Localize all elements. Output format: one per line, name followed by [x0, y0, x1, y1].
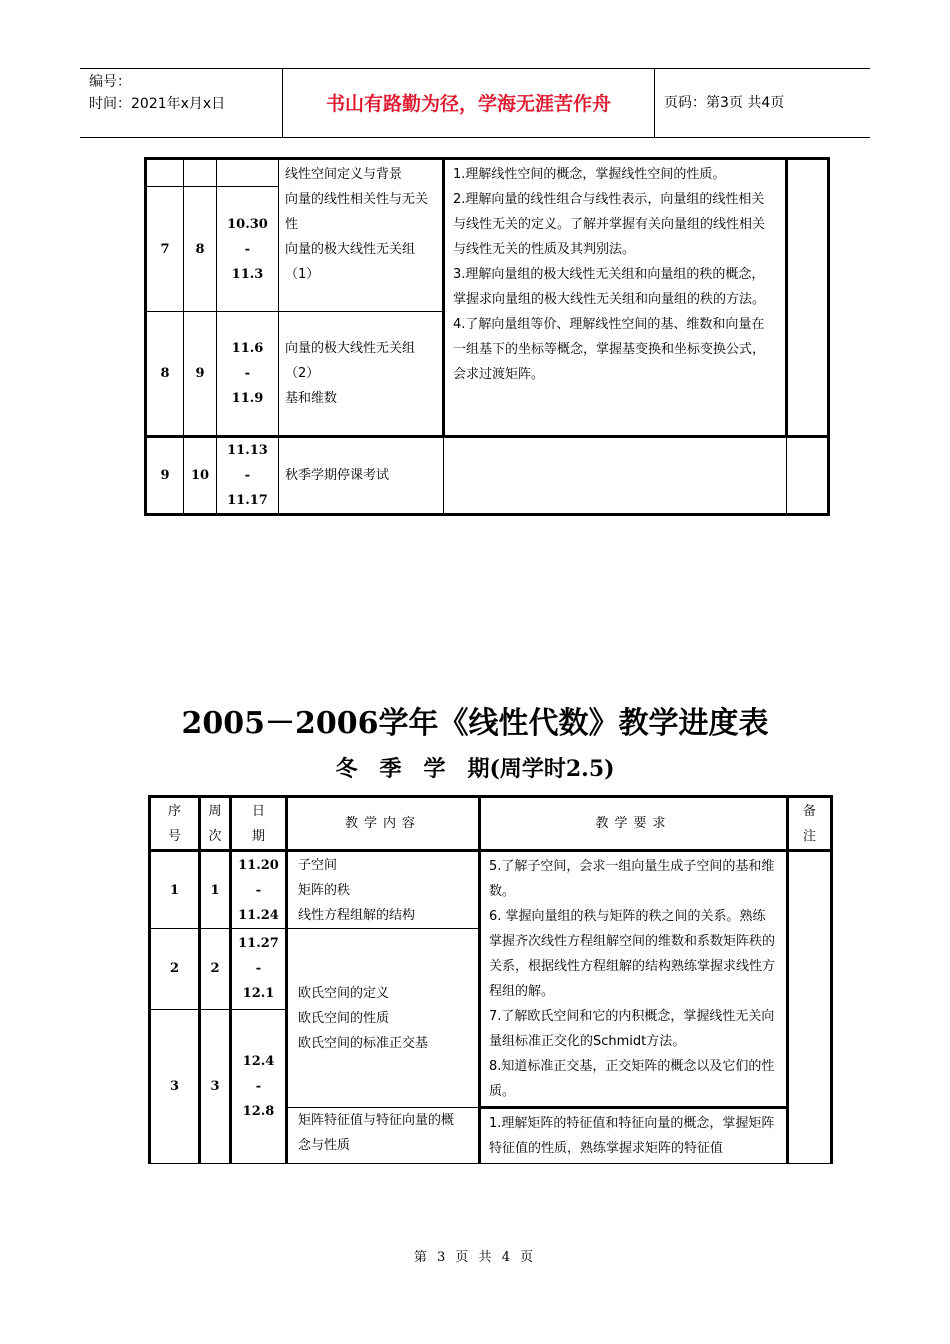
content-line: 欧氏空间的性质 [298, 1010, 390, 1026]
note-cell [788, 851, 832, 1164]
row-number: 2 [150, 929, 200, 1010]
content-line: 念与性质 [298, 1138, 351, 1153]
row-number: 7 [146, 187, 184, 312]
content-line: 向量的线性相关性与无关性 [285, 192, 429, 232]
table-row [150, 851, 832, 929]
page-subtitle: 冬 季 学 期(周学时2.5) [335, 756, 615, 782]
header-text: 周 [208, 803, 222, 819]
page-footer: 第 3 页 共 4 页 [413, 1250, 537, 1265]
row-number: 3 [150, 1009, 200, 1164]
row-number: 9 [146, 437, 184, 515]
page-header [80, 68, 870, 138]
date-end: 11.17 [227, 493, 268, 508]
content-line: 线性方程组解的结构 [298, 907, 416, 923]
date-start: 11.20 [238, 857, 279, 873]
content-line: 子空间 [298, 857, 338, 873]
row-week: 2 [200, 929, 231, 1010]
row-week: 3 [200, 1009, 231, 1164]
note-cell [787, 437, 829, 515]
content-line: 欧氏空间的标准正交基 [298, 1035, 429, 1051]
date-end: 11.24 [238, 907, 279, 923]
row-date [231, 1009, 287, 1164]
row-date [217, 437, 279, 515]
requirement-item: 7.了解欧氏空间和它的内积概念，掌握线性无关向量组标准正交化的Schmidt方法。 [489, 1009, 775, 1049]
content-line: 基和维数 [285, 391, 338, 406]
document-number-label: 编号： [89, 74, 131, 90]
content-line: 欧氏空间的定义 [298, 985, 390, 1001]
header-note [788, 797, 832, 851]
header-row [150, 797, 832, 851]
row-week: 8 [184, 187, 217, 312]
date-start: 10.30 [227, 216, 268, 232]
table-row [146, 159, 829, 187]
requirement-item: 1.理解矩阵的特征值和特征向量的概念，掌握矩阵特征值的性质，熟练掌握求矩阵的特征值 [489, 1116, 775, 1156]
date-start: 11.27 [238, 936, 279, 952]
header-date [231, 797, 287, 851]
requirement-item: 8.知道标准正交基，正交矩阵的概念以及它们的性质。 [489, 1059, 775, 1099]
header-text: 次 [208, 828, 222, 844]
header-text: 序 [167, 803, 181, 819]
row-number [146, 159, 184, 187]
header-number [150, 797, 200, 851]
table-row [146, 437, 829, 515]
row-content [287, 1108, 480, 1164]
document-date-label: 时间：2021年x月x日 [89, 96, 226, 112]
header-week [200, 797, 231, 851]
header-page-label: 页码：第3页 共4页 [664, 95, 785, 111]
content-line: 矩阵的秩 [298, 882, 351, 898]
date-sep: - [255, 882, 262, 898]
content-line: 线性空间定义与背景 [285, 167, 403, 182]
date-start: 11.13 [227, 443, 268, 458]
row-content [279, 159, 444, 312]
header-text: 号 [167, 828, 181, 844]
schedule-table-winter [148, 795, 833, 1164]
date-end: 11.9 [231, 391, 264, 406]
requirements-cell [444, 437, 787, 515]
header-requirement: 教学要求 [480, 797, 788, 851]
requirement-item: 4.了解向量组等价、理解线性空间的基、维数和向量在一组基下的坐标等概念，掌握基变换和坐标变换公式，会求过渡矩阵。 [453, 317, 766, 382]
page-title: 2005－2006学年《线性代数》教学进度表 [181, 706, 769, 741]
requirements-cell [444, 159, 787, 437]
row-date [217, 312, 279, 437]
row-date [217, 159, 279, 187]
requirement-item: 3.理解向量组的极大线性无关组和向量组的秩的概念，掌握求向量组的极大线性无关组和向量组的秩的方法。 [453, 267, 766, 307]
date-sep: - [255, 961, 262, 977]
row-content: 秋季学期停课考试 [279, 437, 444, 515]
row-week: 1 [200, 851, 231, 929]
date-end: 12.8 [242, 1103, 275, 1119]
date-sep: - [244, 241, 251, 257]
requirement-item: 1.理解线性空间的概念，掌握线性空间的性质。 [453, 167, 726, 182]
header-text: 注 [802, 828, 816, 844]
requirement-item: 2.理解向量的线性组合与线性表示，向量组的线性相关与线性无关的定义。了解并掌握有关向量组的线性相关与线性无关的性质及其判别法。 [453, 192, 766, 257]
row-content [279, 312, 444, 437]
schedule-table-autumn [144, 157, 830, 516]
row-date [231, 851, 287, 929]
requirement-item: 6. 掌握向量组的秩与矩阵的秩之间的关系。熟练掌握齐次线性方程组解空间的维数和系数矩阵秩的关系，根据线性方程组解的结构熟练掌握求线性方程组的解。 [489, 909, 776, 999]
date-start: 12.4 [242, 1053, 275, 1069]
row-content [287, 851, 480, 929]
requirement-item: 5.了解子空间，会求一组向量生成子空间的基和维数。 [489, 859, 775, 899]
date-end: 12.1 [242, 986, 275, 1002]
content-line: 向量的极大线性无关组（1） [285, 242, 416, 282]
row-number: 8 [146, 312, 184, 437]
header-content: 教学内容 [287, 797, 480, 851]
row-week: 10 [184, 437, 217, 515]
row-week [184, 159, 217, 187]
row-week: 9 [184, 312, 217, 437]
header-text: 期 [251, 828, 265, 844]
row-number: 1 [150, 851, 200, 929]
requirements-cell [480, 1108, 788, 1164]
content-line: 向量的极大线性无关组（2） [285, 341, 416, 381]
header-meta [80, 69, 282, 137]
date-sep: - [244, 366, 251, 381]
date-end: 11.3 [231, 266, 264, 282]
requirements-cell [480, 851, 788, 1108]
row-date [217, 187, 279, 312]
header-motto: 书山有路勤为径，学海无涯苦作舟 [282, 69, 655, 137]
header-text: 日 [251, 803, 265, 819]
content-line: 矩阵特征值与特征向量的概 [298, 1113, 455, 1128]
note-cell [787, 159, 829, 437]
row-date [231, 929, 287, 1010]
date-sep: - [244, 468, 251, 483]
date-start: 11.6 [231, 341, 264, 356]
header-text: 备 [802, 803, 816, 819]
row-content [287, 929, 480, 1108]
date-sep: - [255, 1078, 262, 1094]
